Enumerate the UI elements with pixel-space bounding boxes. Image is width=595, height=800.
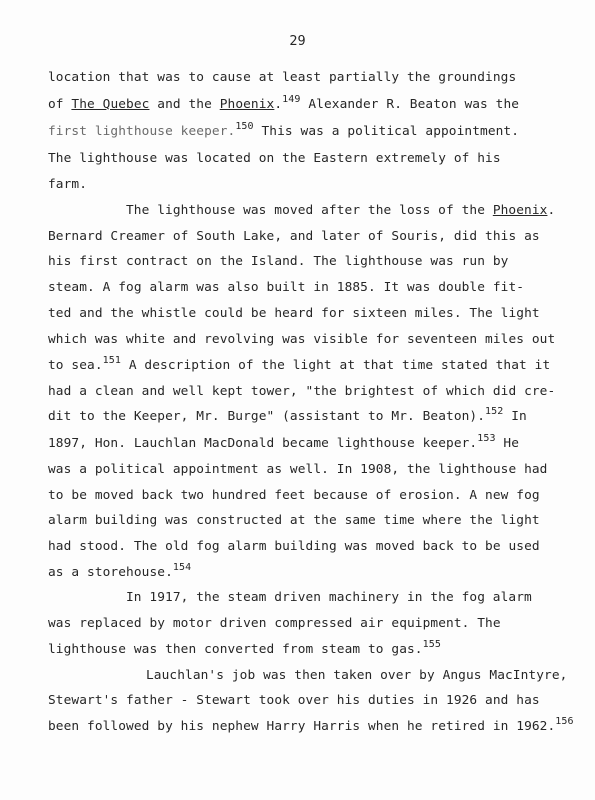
- text-line: [48, 693, 568, 708]
- text-line: [48, 121, 568, 139]
- text-line: [48, 488, 568, 503]
- text-line: [126, 203, 595, 218]
- text-segment: .: [274, 97, 283, 112]
- text-segment: Bernard Creamer of South Lake, and later of Souris, did this as: [48, 229, 540, 244]
- text-segment: He: [495, 436, 520, 451]
- text-segment: lighthouse was then converted from steam to gas.: [48, 642, 423, 657]
- text-segment: .: [547, 203, 556, 218]
- text-line: [48, 639, 568, 657]
- text-segment: to sea.: [48, 358, 103, 373]
- text-line: [48, 177, 568, 192]
- footnote-marker: 156: [555, 716, 574, 727]
- text-segment: The lighthouse was located on the Eastern extremely of his: [48, 151, 501, 166]
- text-line: [48, 151, 568, 166]
- text-segment: ted and the whistle could be heard for sixteen miles. The light: [48, 306, 540, 321]
- text-segment: dit to the Keeper, Mr. Burge" (assistant to Mr. Beaton).: [48, 409, 486, 424]
- text-line: [48, 462, 568, 477]
- text-line: [126, 590, 595, 605]
- text-segment: The lighthouse was moved after the loss of the: [126, 203, 493, 218]
- text-segment: farm.: [48, 177, 88, 192]
- text-segment: This was a political appointment.: [253, 124, 520, 139]
- text-line: [48, 94, 568, 112]
- text-segment: and the: [149, 97, 220, 112]
- underlined-title: Phoenix: [492, 203, 548, 218]
- text-segment: as a storehouse.: [48, 565, 173, 580]
- text-segment: to be moved back two hundred feet because of erosion. A new fog: [48, 488, 540, 503]
- footnote-marker: 152: [485, 406, 504, 417]
- page-number: 29: [289, 33, 306, 49]
- text-segment: Lauchlan's job was then taken over by Angus MacIntyre,: [146, 668, 568, 683]
- text-line: [48, 433, 568, 451]
- text-segment: had a clean and well kept tower, "the brightest of which did cre-: [48, 384, 556, 399]
- text-line: [48, 562, 568, 580]
- underlined-title: Phoenix: [219, 97, 275, 112]
- text-line: [48, 539, 568, 554]
- underlined-title: The Quebec: [71, 97, 150, 112]
- text-segment: In: [503, 409, 527, 424]
- footnote-marker: 151: [102, 355, 122, 366]
- text-segment: Alexander R. Beaton was the: [300, 97, 520, 112]
- text-line: [48, 384, 568, 399]
- text-segment: which was white and revolving was visible for seventeen miles out: [48, 332, 556, 347]
- text-segment: alarm building was constructed at the same time where the light: [48, 513, 540, 528]
- text-segment: his first contract on the Island. The lighthouse was run by: [48, 254, 509, 269]
- text-line: [48, 513, 568, 528]
- footnote-marker: 154: [172, 562, 192, 573]
- text-segment: In 1917, the steam driven machinery in the fog alarm: [126, 590, 532, 605]
- text-line: [48, 229, 568, 244]
- text-line: [48, 355, 568, 373]
- text-segment: location that was to cause at least partially the groundings: [48, 70, 517, 85]
- text-line: [48, 716, 574, 734]
- footnote-marker: 149: [282, 94, 301, 105]
- text-line: [48, 406, 568, 424]
- text-line: [48, 280, 568, 295]
- text-line: [48, 254, 568, 269]
- text-segment: of: [48, 97, 72, 112]
- text-segment: was a political appointment as well. In 1908, the lighthouse had: [48, 462, 548, 477]
- text-segment: had stood. The old fog alarm building was moved back to be used: [48, 539, 540, 554]
- text-segment: A description of the light at that time stated that it: [121, 358, 551, 373]
- text-segment: been followed by his nephew Harry Harris when he retired in 1962.: [48, 719, 556, 734]
- footnote-marker: 155: [422, 639, 441, 650]
- text-line: [48, 306, 568, 321]
- text-segment: was replaced by motor driven compressed air equipment. The: [48, 616, 501, 631]
- footnote-marker: 153: [477, 433, 496, 444]
- text-line: [146, 668, 595, 683]
- text-line: [48, 332, 568, 347]
- text-line: [48, 70, 568, 85]
- text-line: [48, 616, 568, 631]
- text-segment: steam. A fog alarm was also built in 1885. It was double fit-: [48, 280, 525, 295]
- text-segment: 1897, Hon. Lauchlan MacDonald became lighthouse keeper.: [48, 436, 478, 451]
- text-segment: first lighthouse keeper.: [48, 124, 236, 139]
- text-segment: Stewart's father - Stewart took over his duties in 1926 and has: [48, 693, 540, 708]
- footnote-marker: 150: [235, 121, 254, 132]
